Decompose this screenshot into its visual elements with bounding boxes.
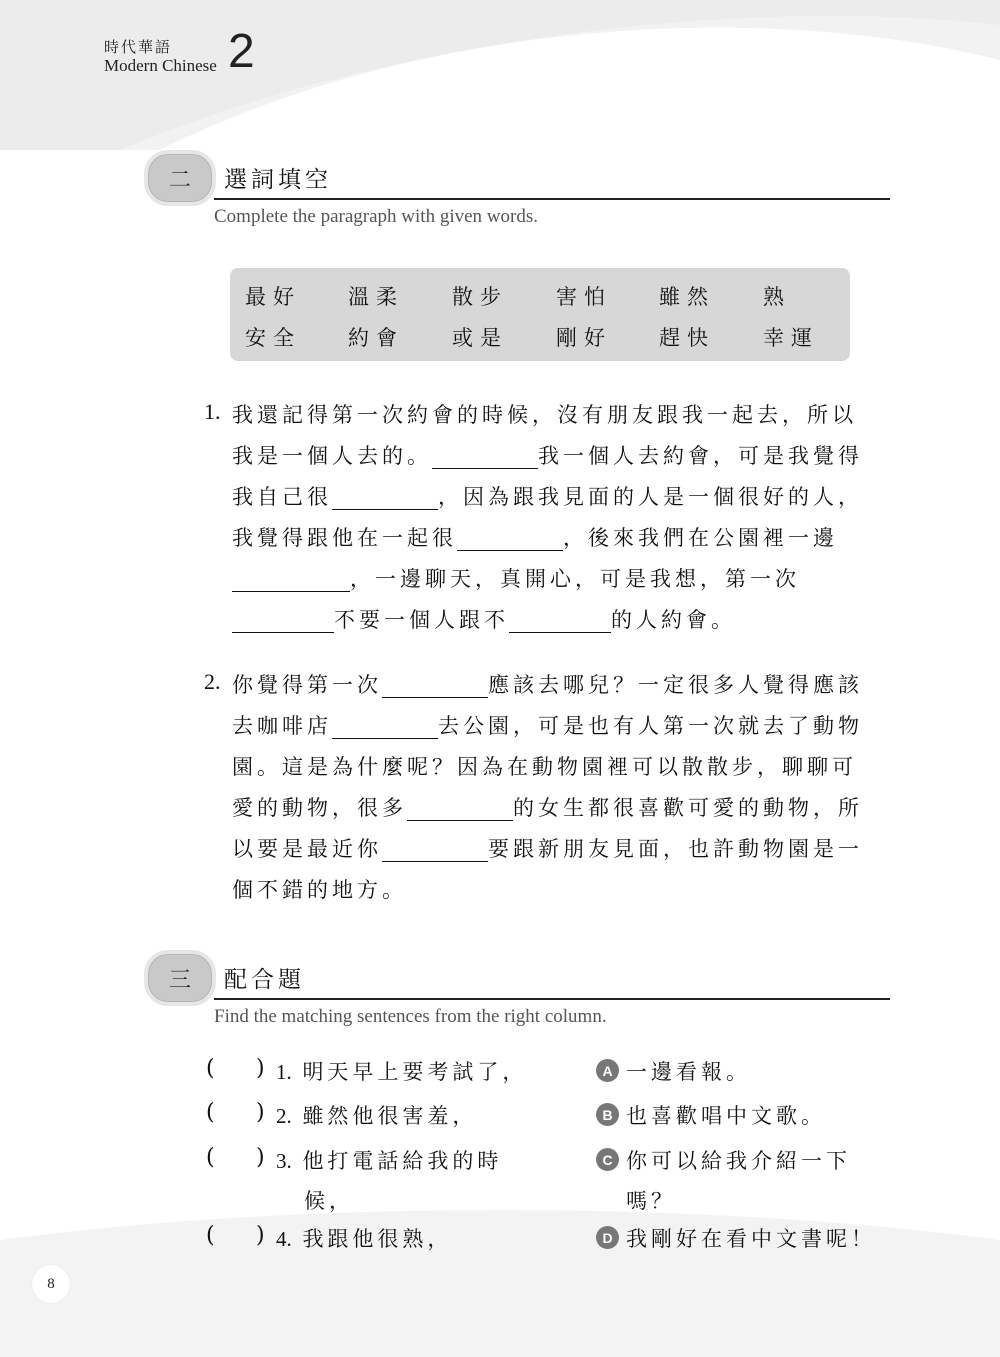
word-bank-word: 或是 (452, 326, 508, 350)
answer-paren-close: ) (256, 1223, 265, 1248)
answer-blank[interactable] (232, 567, 350, 592)
word-bank-word: 趕快 (659, 326, 715, 350)
letter-d-icon: D (596, 1226, 619, 1249)
answer-paren-close: ) (256, 1056, 265, 1081)
word-bank-word: 散步 (452, 285, 508, 309)
text-run: 我覺得跟他在一起很 (232, 526, 457, 550)
item-number: 3. (276, 1149, 292, 1173)
answer-blank[interactable] (457, 526, 563, 551)
text-run: 去公園，可是也有人第一次就去了動物 (438, 714, 863, 738)
answer-blank[interactable] (382, 673, 488, 698)
item-number: 4. (276, 1227, 292, 1251)
section-subtitle: Find the matching sentences from the right column. (214, 1006, 607, 1027)
item-number: 2. (276, 1104, 292, 1128)
answer-paren-open: ( (206, 1056, 215, 1081)
text-run: 我還記得第一次約會的時候，沒有朋友跟我一起去，所以 (232, 403, 857, 427)
paragraph-line (232, 440, 863, 470)
matching-right-item: 也喜歡唱中文歌。 (626, 1104, 826, 1128)
text-run: 我是一個人去的。 (232, 444, 432, 468)
word-bank (230, 268, 850, 361)
paragraph-line (232, 522, 838, 552)
section-title: 配合題 (224, 967, 305, 993)
answer-blank[interactable] (509, 608, 611, 633)
item-text: 明天早上要考試了， (302, 1060, 528, 1084)
section-title: 選詞填空 (224, 167, 332, 193)
answer-blank[interactable] (382, 837, 488, 862)
text-run: 愛的動物，很多 (232, 796, 407, 820)
answer-paren-open: ( (206, 1100, 215, 1125)
paragraph-line (232, 481, 863, 511)
letter-c-icon: C (596, 1148, 619, 1171)
paragraph-line (232, 751, 857, 781)
text-run: 的人約會。 (611, 608, 736, 632)
word-bank-word: 雖然 (659, 285, 715, 309)
text-run: 要跟新朋友見面，也許動物園是一 (488, 837, 863, 861)
word-bank-word: 熟 (763, 285, 791, 309)
text-run: 我一個人去約會，可是我覺得 (538, 444, 863, 468)
text-run: ，因為跟我見面的人是一個很好的人， (438, 485, 863, 509)
matching-right-item: 我剛好在看中文書呢！ (626, 1227, 876, 1251)
letter-a-icon: A (596, 1059, 619, 1082)
letter-b-icon: B (596, 1103, 619, 1126)
matching-left-item-continued: 候， (304, 1189, 354, 1213)
book-volume-number: 2 (228, 25, 255, 78)
paragraph-line (232, 874, 407, 904)
answer-paren-close: ) (256, 1100, 265, 1125)
matching-left-item (276, 1145, 502, 1175)
text-run: 以要是最近你 (232, 837, 382, 861)
text-run: ，一邊聊天，真開心，可是我想，第一次 (350, 567, 800, 591)
matching-right-item-continued: 嗎？ (626, 1189, 676, 1213)
text-run: 你覺得第一次 (232, 673, 382, 697)
paragraph-line (232, 669, 863, 699)
answer-blank[interactable] (232, 608, 334, 633)
answer-paren-close: ) (256, 1145, 265, 1170)
matching-left-item (276, 1100, 477, 1130)
answer-paren-open: ( (206, 1223, 215, 1248)
section-number-badge: 三 (144, 950, 216, 1006)
answer-blank[interactable] (407, 796, 513, 821)
text-run: 個不錯的地方。 (232, 878, 407, 902)
paragraph-line (232, 792, 863, 822)
section-rule (214, 998, 890, 1000)
text-run: 園。這是為什麼呢？因為在動物園裡可以散散步，聊聊可 (232, 755, 857, 779)
paragraph-line (232, 710, 863, 740)
matching-right-item: 一邊看報。 (626, 1060, 751, 1084)
word-bank-word: 最好 (245, 285, 301, 309)
text-run: 應該去哪兒？一定很多人覺得應該 (488, 673, 863, 697)
page-number: 8 (32, 1265, 70, 1303)
question-number: 2. (204, 669, 221, 694)
text-run: 的女生都很喜歡可愛的動物，所 (513, 796, 863, 820)
text-run: 不要一個人跟不 (334, 608, 509, 632)
book-title-chinese: 時代華語 (104, 38, 173, 56)
text-run: ，後來我們在公園裡一邊 (563, 526, 838, 550)
word-bank-word: 溫柔 (348, 285, 404, 309)
answer-blank[interactable] (332, 714, 438, 739)
paragraph-line (232, 399, 857, 429)
section-rule (214, 198, 890, 200)
item-text: 他打電話給我的時 (302, 1149, 503, 1173)
section-subtitle: Complete the paragraph with given words. (214, 206, 538, 227)
section-number-badge: 二 (144, 150, 216, 206)
paragraph-line (232, 604, 736, 634)
answer-paren-open: ( (206, 1145, 215, 1170)
text-run: 去咖啡店 (232, 714, 332, 738)
matching-left-item (276, 1223, 452, 1253)
word-bank-word: 幸運 (763, 326, 819, 350)
word-bank-word: 剛好 (556, 326, 612, 350)
word-bank-word: 安全 (245, 326, 301, 350)
book-title-english: Modern Chinese (104, 56, 217, 75)
answer-blank[interactable] (332, 485, 438, 510)
paragraph-line (232, 833, 863, 863)
word-bank-word: 害怕 (556, 285, 612, 309)
paragraph-line (232, 563, 800, 593)
item-text: 雖然他很害羞， (302, 1104, 478, 1128)
text-run: 我自己很 (232, 485, 332, 509)
item-text: 我跟他很熟， (302, 1227, 453, 1251)
matching-right-item: 你可以給我介紹一下 (626, 1149, 851, 1173)
question-number: 1. (204, 399, 221, 424)
answer-blank[interactable] (432, 444, 538, 469)
item-number: 1. (276, 1060, 292, 1084)
matching-left-item (276, 1056, 527, 1086)
word-bank-word: 約會 (348, 326, 404, 350)
